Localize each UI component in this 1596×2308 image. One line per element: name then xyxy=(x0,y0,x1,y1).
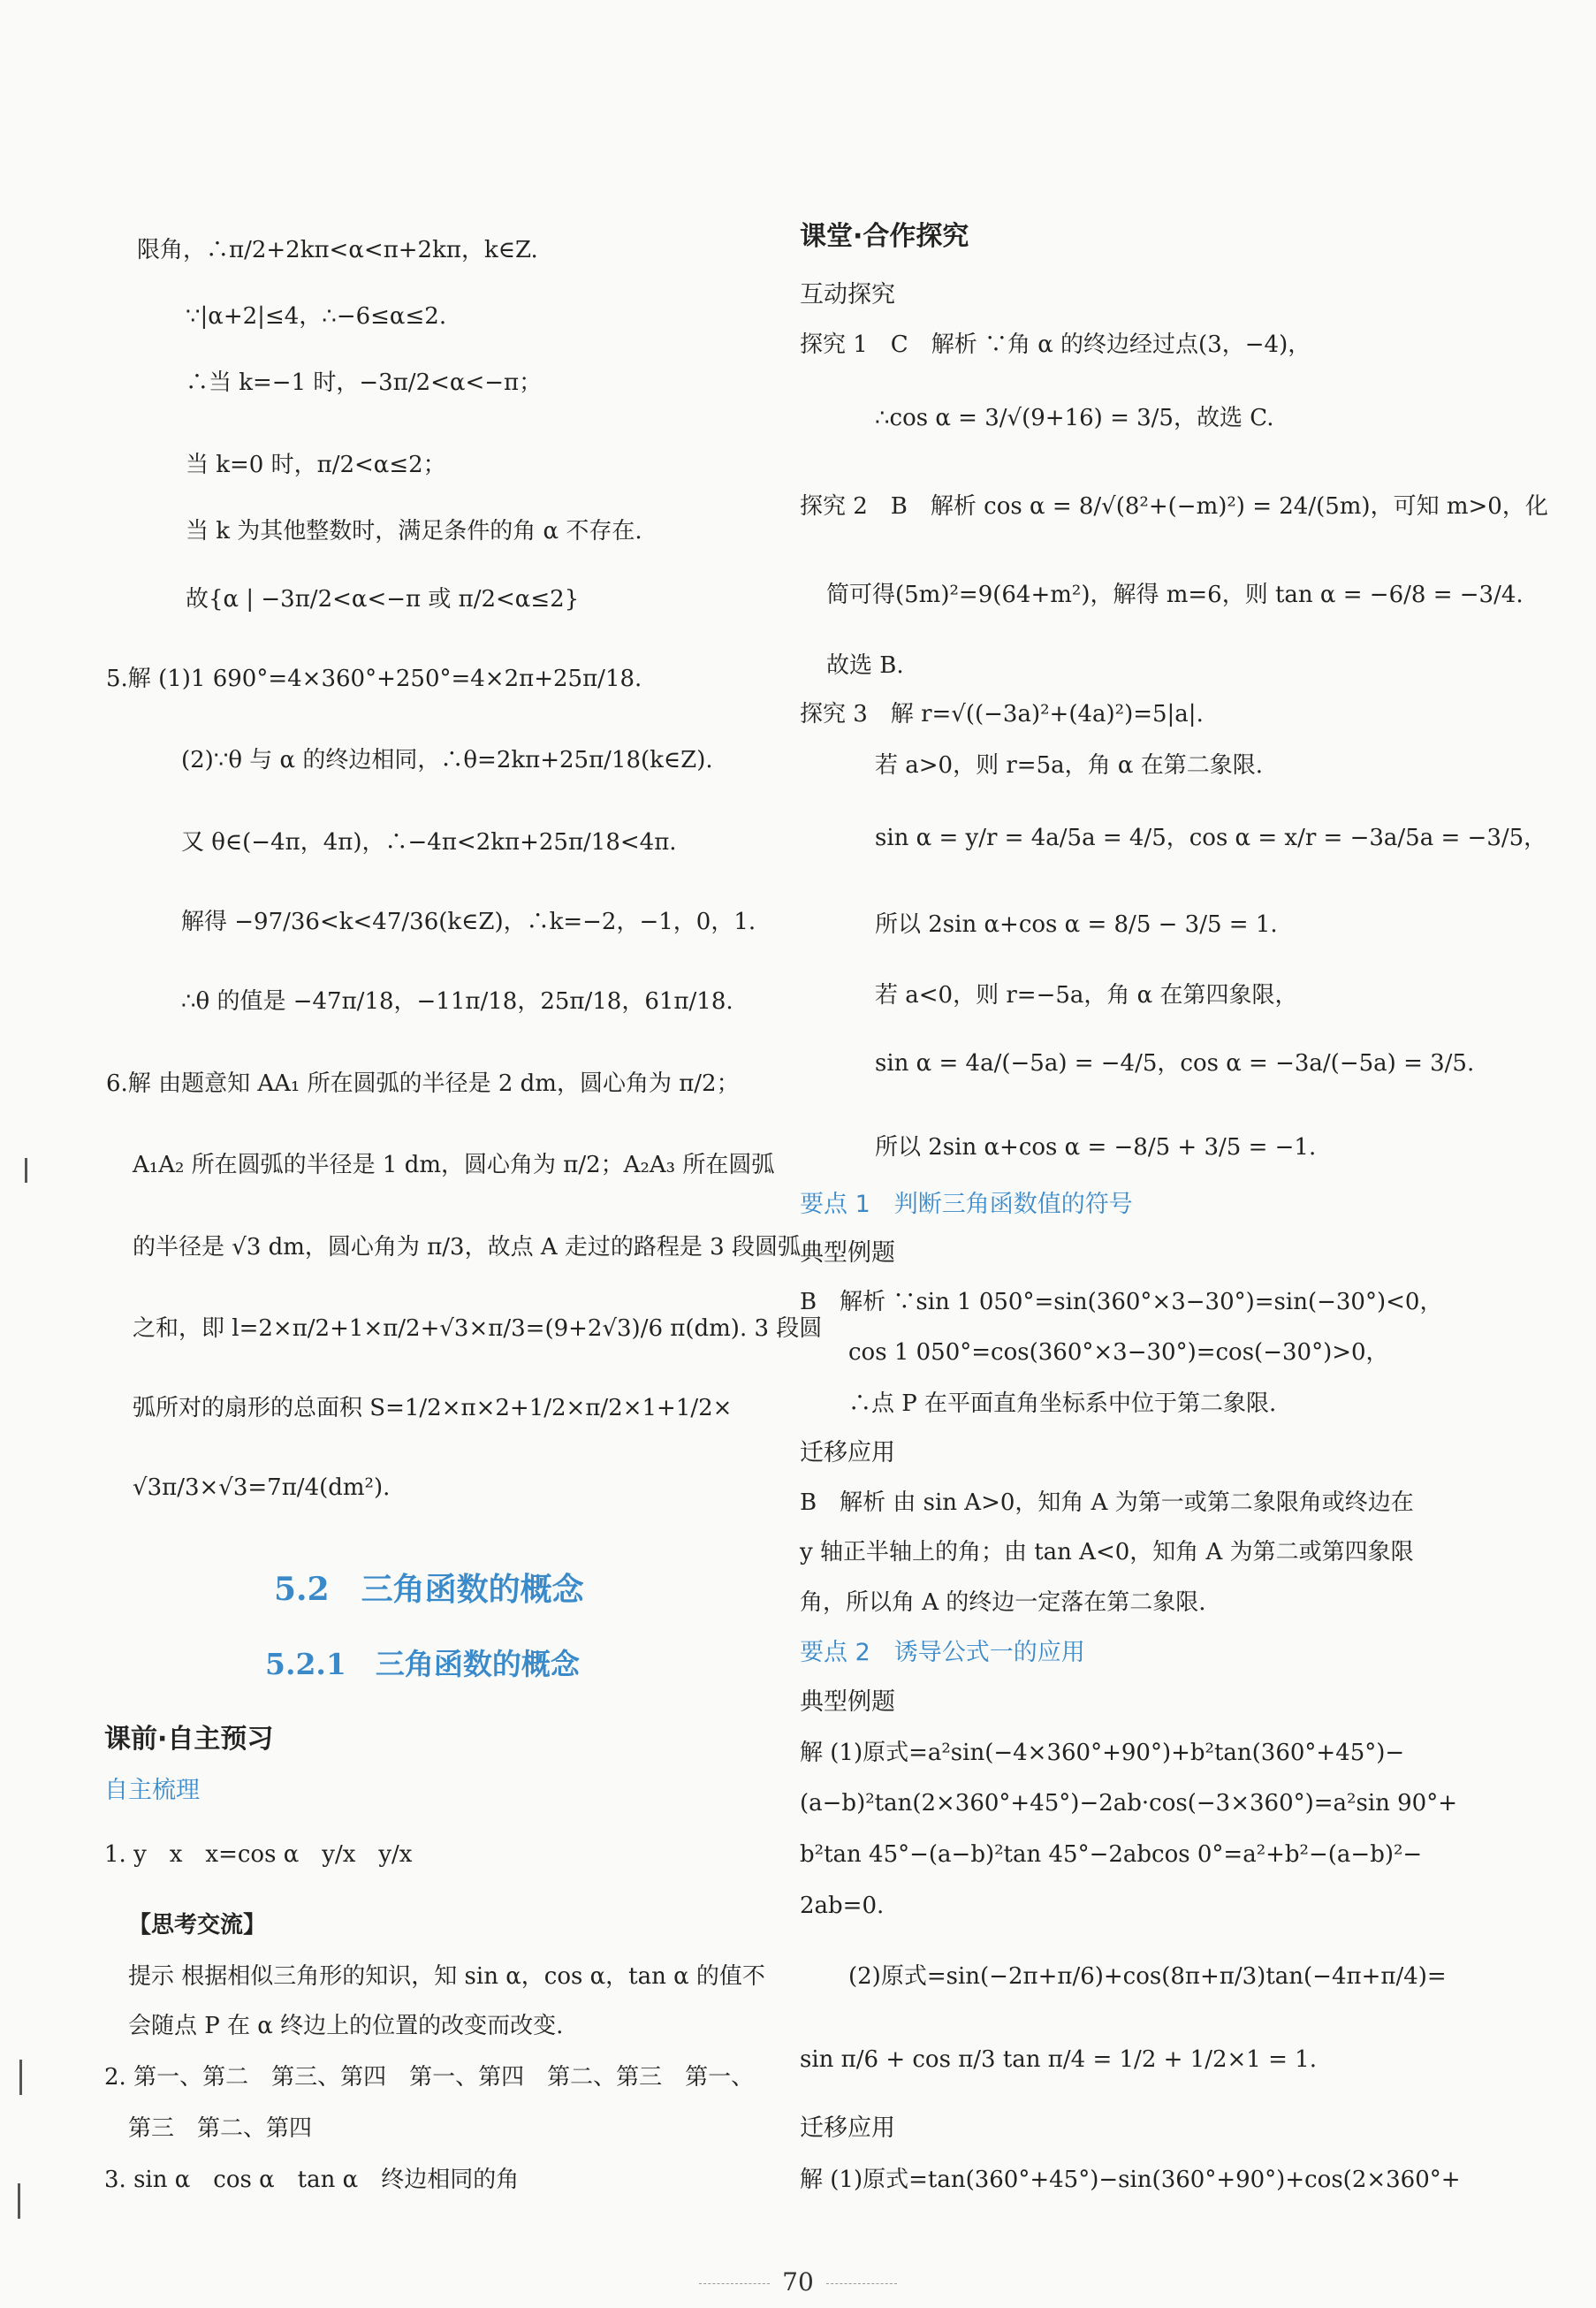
problem-6: 6.解 由题意知 AA₁ 所在圆弧的半径是 2 dm，圆心角为 π/2； xyxy=(106,1070,740,1097)
example-heading: 典型例题 xyxy=(800,1239,895,1267)
explore-2: 探究 2 B 解析 cos α = 8/√(8²+(−m)²) = 24/(5m)，可知 m>0，化 xyxy=(800,493,1548,520)
text-line: cos 1 050°=cos(360°×3−30°)=cos(−30°)>0， xyxy=(848,1339,1389,1366)
text-line: sin π/6 + cos π/3 tan π/4 = 1/2 + 1/2×1 = 1. xyxy=(800,2046,1317,2073)
example-heading: 典型例题 xyxy=(800,1688,895,1716)
section-title: 5.2 三角函数的概念 xyxy=(274,1571,584,1608)
text-line: sin α = 4a/(−5a) = −4/5，cos α = −3a/(−5a) = 3/5. xyxy=(875,1050,1475,1077)
explore-1: 探究 1 C 解析 ∵角 α 的终边经过点(3，−4)， xyxy=(800,331,1311,358)
text-line: 解 (1)原式=a²sin(−4×360°+90°)+b²tan(360°+45°)− xyxy=(800,1740,1405,1766)
think-label: 【思考交流】 xyxy=(128,1912,267,1939)
explore-3: 探究 3 解 r=√((−3a)²+(4a)²)=5|a|. xyxy=(800,701,1204,727)
text-line: 又 θ∈(−4π，4π)，∴−4π<2kπ+25π/18<4π. xyxy=(181,829,677,856)
preview-subheading: 自主梳理 xyxy=(104,1777,200,1804)
text-line: 若 a<0，则 r=−5a，角 α 在第四象限， xyxy=(875,982,1298,1009)
text-line: B 解析 由 sin A>0，知角 A 为第一或第二象限角或终边在 xyxy=(800,1489,1414,1516)
text-line: 第三 第二、第四 xyxy=(128,2115,313,2142)
text-line: y 轴正半轴上的角；由 tan A<0，知角 A 为第二或第四象限 xyxy=(800,1539,1414,1565)
divider xyxy=(826,2283,897,2284)
text-line: 弧所对的扇形的总面积 S=1/2×π×2+1/2×π/2×1+1/2× xyxy=(133,1395,733,1421)
text-line: 角，所以角 A 的终边一定落在第二象限. xyxy=(800,1589,1206,1616)
key-point-1: 要点 1 判断三角函数值的符号 xyxy=(800,1191,1133,1218)
text-line: 限角，∴π/2+2kπ<α<π+2kπ，k∈Z. xyxy=(137,237,538,263)
text-line: 提示 根据相似三角形的知识，知 sin α，cos α，tan α 的值不 xyxy=(128,1963,765,1990)
text-line: b²tan 45°−(a−b)²tan 45°−2abcos 0°=a²+b²−(a−b)²− xyxy=(800,1841,1423,1868)
text-line: 当 k=0 时，π/2<α≤2； xyxy=(186,452,446,478)
text-line: 当 k 为其他整数时，满足条件的角 α 不存在. xyxy=(186,518,642,545)
transfer-heading: 迁移应用 xyxy=(800,2114,895,2142)
text-line: (a−b)²tan(2×360°+45°)−2ab·cos(−3×360°)=a²sin 90°+ xyxy=(800,1790,1458,1817)
text-line: 会随点 P 在 α 终边上的位置的改变而改变. xyxy=(128,2013,564,2039)
right-heading: 课堂·合作探究 xyxy=(800,221,969,252)
text-line: 的半径是 √3 dm，圆心角为 π/3，故点 A 走过的路程是 3 段圆弧 xyxy=(133,1234,801,1261)
transfer-heading: 迁移应用 xyxy=(800,1439,895,1466)
page-number xyxy=(0,2267,1596,2297)
text-line: A₁A₂ 所在圆弧的半径是 1 dm，圆心角为 π/2；A₂A₃ 所在圆弧 xyxy=(133,1152,775,1178)
text-line: ∴cos α = 3/√(9+16) = 3/5，故选 C. xyxy=(875,405,1274,431)
text-line: B 解析 ∵sin 1 050°=sin(360°×3−30°)=sin(−30°)<0， xyxy=(800,1289,1443,1315)
text-line: ∵|α+2|≤4，∴−6≤α≤2. xyxy=(186,303,447,330)
text-line: 2ab=0. xyxy=(800,1893,885,1919)
text-line: 所以 2sin α+cos α = 8/5 − 3/5 = 1. xyxy=(875,911,1278,938)
text-line: sin α = y/r = 4a/5a = 4/5，cos α = x/r = −3a/5a = −3/5， xyxy=(875,825,1547,851)
text-line: 之和，即 l=2×π/2+1×π/2+√3×π/3=(9+2√3)/6 π(dm). 3 段圆 xyxy=(133,1315,823,1342)
subsection-title: 5.2.1 三角函数的概念 xyxy=(265,1647,580,1681)
text-line: ∴θ 的值是 −47π/18，−11π/18，25π/18，61π/18. xyxy=(181,988,733,1015)
text-line: 故{α | −3π/2<α<−π 或 π/2<α≤2} xyxy=(186,586,580,613)
text-line: ∴点 P 在平面直角坐标系中位于第二象限. xyxy=(848,1390,1277,1417)
margin-mark xyxy=(25,1158,27,1183)
divider xyxy=(699,2283,770,2284)
text-line: (2)原式=sin(−2π+π/6)+cos(8π+π/3)tan(−4π+π/4)= xyxy=(848,1963,1447,1990)
text-line: 解 (1)原式=tan(360°+45°)−sin(360°+90°)+cos(2×360°+ xyxy=(800,2167,1461,2193)
text-line: ∴当 k=−1 时，−3π/2<α<−π； xyxy=(186,369,543,396)
text-line: 若 a>0，则 r=5a，角 α 在第二象限. xyxy=(875,752,1263,779)
answer-1: 1. y x x=cos α y/x y/x xyxy=(104,1841,413,1868)
key-point-2: 要点 2 诱导公式一的应用 xyxy=(800,1639,1085,1666)
margin-mark xyxy=(18,2183,20,2219)
text-line: √3π/3×√3=7π/4(dm²). xyxy=(133,1474,391,1501)
text-line: 解得 −97/36<k<47/36(k∈Z)，∴k=−2，−1，0，1. xyxy=(181,909,756,935)
text-line: 所以 2sin α+cos α = −8/5 + 3/5 = −1. xyxy=(875,1134,1317,1161)
text-line: 简可得(5m)²=9(64+m²)，解得 m=6，则 tan α = −6/8 = −3/4. xyxy=(826,582,1524,608)
text-line: 故选 B. xyxy=(826,652,904,679)
preview-heading: 课前·自主预习 xyxy=(104,1724,274,1755)
problem-5: 5.解 (1)1 690°=4×360°+250°=4×2π+25π/18. xyxy=(106,666,642,692)
text-line: (2)∵θ 与 α 的终边相同，∴θ=2kπ+25π/18(k∈Z). xyxy=(181,747,713,773)
margin-mark xyxy=(19,2060,22,2095)
answer-2: 2. 第一、第二 第三、第四 第一、第四 第二、第三 第一、 xyxy=(104,2064,755,2091)
right-subheading: 互动探究 xyxy=(800,281,895,308)
page-number-text: 70 xyxy=(782,2267,814,2297)
answer-3: 3. sin α cos α tan α 终边相同的角 xyxy=(104,2167,520,2193)
